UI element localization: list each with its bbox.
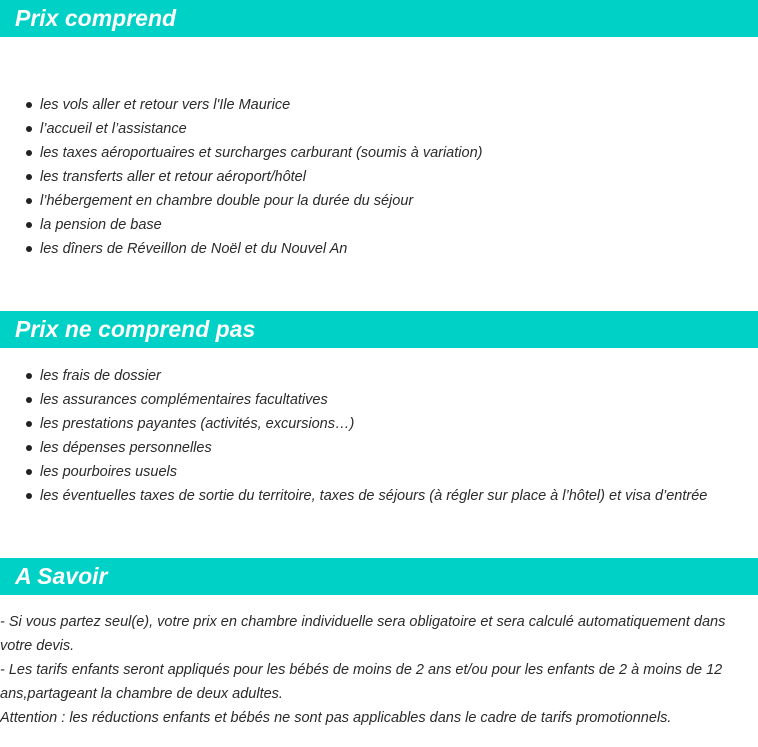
list-item-text: les pourboires usuels <box>40 464 178 480</box>
list-item-text: les dîners de Réveillon de Noël et du Nouvel An <box>40 241 348 257</box>
bullet-icon <box>26 126 32 132</box>
list-item <box>26 189 482 213</box>
list-item-text: l’hébergement en chambre double pour la durée du séjour <box>40 193 414 209</box>
savoir-line: - Si vous partez seul(e), votre prix en chambre individuelle sera obligatoire et sera calculé automatiquement dans votre devis. <box>0 614 726 654</box>
savoir-line: - Les tarifs enfants seront appliqués pour les bébés de moins de 2 ans et/ou pour les enfants de 2 à moins de 12 ans,partageant la chambre de deux adultes. <box>0 662 723 702</box>
list-item <box>26 436 707 460</box>
list-item <box>26 213 482 237</box>
bullet-icon <box>26 373 32 379</box>
list-item-text: la pension de base <box>40 217 162 233</box>
excluded-list <box>26 364 707 508</box>
bullet-icon <box>26 102 32 108</box>
list-item <box>26 237 482 261</box>
savoir-line: Attention : les réductions enfants et bébés ne sont pas applicables dans le cadre de tarifs promotionnels. <box>0 710 672 726</box>
list-item-text: les taxes aéroportuaires et surcharges carburant (soumis à variation) <box>40 145 483 161</box>
list-item <box>26 388 707 412</box>
list-item-text: les frais de dossier <box>40 368 161 384</box>
bullet-icon <box>26 246 32 252</box>
list-item <box>26 484 707 508</box>
section-title-excluded: Prix ne comprend pas <box>15 316 256 342</box>
bullet-icon <box>26 150 32 156</box>
list-item <box>26 364 707 388</box>
list-item-text: les transferts aller et retour aéroport/hôtel <box>40 169 306 185</box>
list-item <box>26 460 707 484</box>
bullet-icon <box>26 174 32 180</box>
bullet-icon <box>26 469 32 475</box>
section-title-included: Prix comprend <box>15 5 177 31</box>
list-item <box>26 141 482 165</box>
bullet-icon <box>26 222 32 228</box>
list-item <box>26 165 482 189</box>
bullet-icon <box>26 493 32 499</box>
bullet-icon <box>26 421 32 427</box>
list-item-text: les assurances complémentaires facultatives <box>40 392 328 408</box>
savoir-text <box>0 610 758 730</box>
bullet-icon <box>26 445 32 451</box>
list-item <box>26 117 482 141</box>
list-item-text: les dépenses personnelles <box>40 440 212 456</box>
included-list <box>26 93 482 261</box>
list-item-text: les éventuelles taxes de sortie du territoire, taxes de séjours (à régler sur place à l’hôtel) et visa d’entrée <box>40 488 708 504</box>
list-item-text: l’accueil et l’assistance <box>40 121 187 137</box>
section-header-excluded <box>0 311 758 348</box>
section-header-savoir <box>0 558 758 595</box>
list-item <box>26 412 707 436</box>
list-item-text: les vols aller et retour vers l'Ile Maurice <box>40 97 291 113</box>
list-item <box>26 93 482 117</box>
bullet-icon <box>26 397 32 403</box>
bullet-icon <box>26 198 32 204</box>
list-item-text: les prestations payantes (activités, excursions…) <box>40 416 355 432</box>
section-header-included <box>0 0 758 37</box>
section-title-savoir: A Savoir <box>15 563 108 589</box>
